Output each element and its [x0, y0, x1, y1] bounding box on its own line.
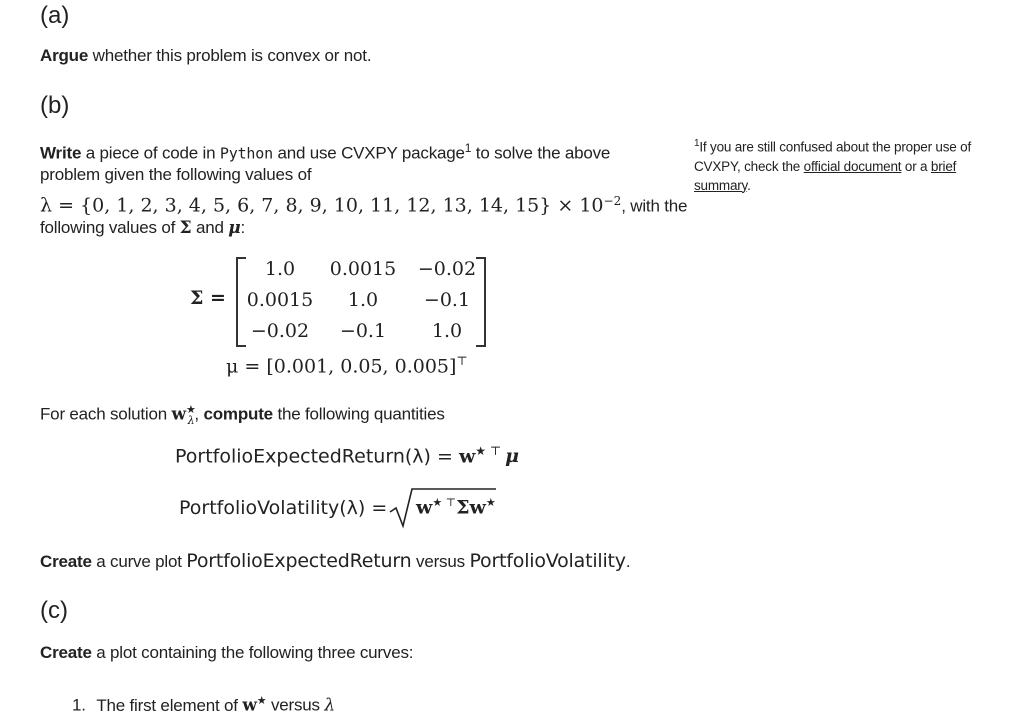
text: following values of: [40, 218, 180, 237]
text: CVXPY, check the: [694, 158, 804, 174]
exponent: −2: [603, 194, 622, 208]
footnote-line2: [694, 157, 971, 176]
footnote-line3: [694, 176, 971, 195]
list-item: 1. The first element of w★ versus λ: [72, 694, 335, 716]
w-symbol: w: [458, 445, 476, 468]
formula-name: PortfolioExpectedReturn(λ) =: [175, 445, 459, 468]
text: and: [191, 218, 229, 237]
lambda-symbol: λ: [324, 695, 335, 716]
mu-symbol: μ: [228, 218, 241, 238]
python-code: Python: [219, 144, 273, 163]
text: .: [625, 552, 631, 571]
footnote-line1: [694, 134, 971, 157]
text: versus: [266, 695, 325, 715]
footnote-mark[interactable]: 1: [464, 141, 472, 155]
section-a-heading: (a): [40, 2, 70, 29]
part-b-line2: problem given the following values of: [40, 165, 312, 184]
matrix-cell: 1.0: [347, 289, 379, 311]
footnote: [694, 134, 971, 195]
text: to solve the above: [471, 143, 611, 163]
text: :: [240, 218, 246, 237]
text: a curve plot: [91, 552, 187, 571]
matrix-label: Σ =: [190, 287, 226, 309]
transpose-mark: ⊤: [456, 354, 468, 368]
text: ,: [194, 404, 204, 424]
list-number: 1.: [72, 695, 86, 715]
lambda-set: λ = {0, 1, 2, 3, 4, 5, 6, 7, 8, 9, 10, 11, 12, 13, 14, 15} × 10: [40, 194, 604, 217]
matrix-cell: 1.0: [431, 320, 463, 342]
text: and use CVXPY package: [272, 143, 465, 163]
text: or a: [901, 158, 931, 174]
matrix-cell: −0.1: [339, 320, 387, 342]
text: a piece of code in: [81, 143, 220, 163]
create-bold: Create: [40, 643, 92, 662]
text: , with the: [621, 196, 688, 216]
write-bold: Write: [40, 143, 82, 163]
part-a-text: [40, 43, 371, 69]
text: The first element of: [96, 695, 243, 715]
brief-summary-link-cont[interactable]: summary: [694, 177, 748, 193]
volatility-formula: [179, 497, 387, 519]
volatility-inner: w★ ⊤Σw★: [416, 496, 496, 519]
matrix-cell: −0.1: [423, 289, 471, 311]
part-b-line4: [40, 215, 245, 241]
w-symbol: w: [416, 496, 433, 519]
matrix-cell: −0.02: [417, 258, 477, 280]
formula-name: PortfolioVolatility(λ) =: [179, 497, 388, 519]
expected-return-term: PortfolioExpectedReturn: [186, 550, 412, 572]
matrix-cell: 0.0015: [246, 289, 314, 311]
create-bold: Create: [40, 552, 92, 571]
section-c-heading: (c): [40, 597, 68, 624]
text: For each solution: [40, 404, 172, 424]
text: If you are still confused about the proper use of: [699, 139, 971, 155]
mu-symbol: μ: [505, 445, 520, 468]
mu-equation: [226, 354, 468, 377]
volatility-term: PortfolioVolatility: [469, 550, 626, 572]
compute-line: For each solution $w^★_\lambda$, compute the following quantities: [40, 403, 445, 428]
compute-bold: compute: [203, 404, 273, 424]
brief-summary-link[interactable]: brief: [930, 158, 957, 174]
mu-values: μ = [0.001, 0.05, 0.005]: [226, 355, 457, 378]
text: versus: [411, 552, 470, 571]
footnote-number: 1: [694, 138, 700, 149]
part-c-text: [40, 640, 413, 666]
sigma-w: Σw: [456, 496, 486, 519]
official-document-link[interactable]: official document: [803, 158, 902, 174]
expected-return-formula: PortfolioExpectedReturn(λ) = w★ ⊤ μ: [175, 444, 520, 468]
section-b-heading: (b): [40, 92, 70, 119]
w-symbol: w: [171, 404, 186, 425]
text: .: [747, 177, 751, 193]
matrix-cell: 1.0: [264, 258, 296, 280]
sigma-symbol: Σ: [179, 218, 192, 238]
part-a-bold: Argue: [40, 46, 89, 65]
create-curve-line: [40, 548, 630, 575]
lambda-sub: λ: [187, 414, 195, 428]
w-symbol: w: [242, 695, 257, 716]
text: a plot containing the following three curves:: [91, 643, 414, 662]
matrix-cell: −0.02: [250, 320, 310, 342]
matrix-cell: 0.0015: [329, 258, 397, 280]
part-a-rest: whether this problem is convex or not.: [88, 46, 372, 65]
text: the following quantities: [272, 404, 445, 424]
